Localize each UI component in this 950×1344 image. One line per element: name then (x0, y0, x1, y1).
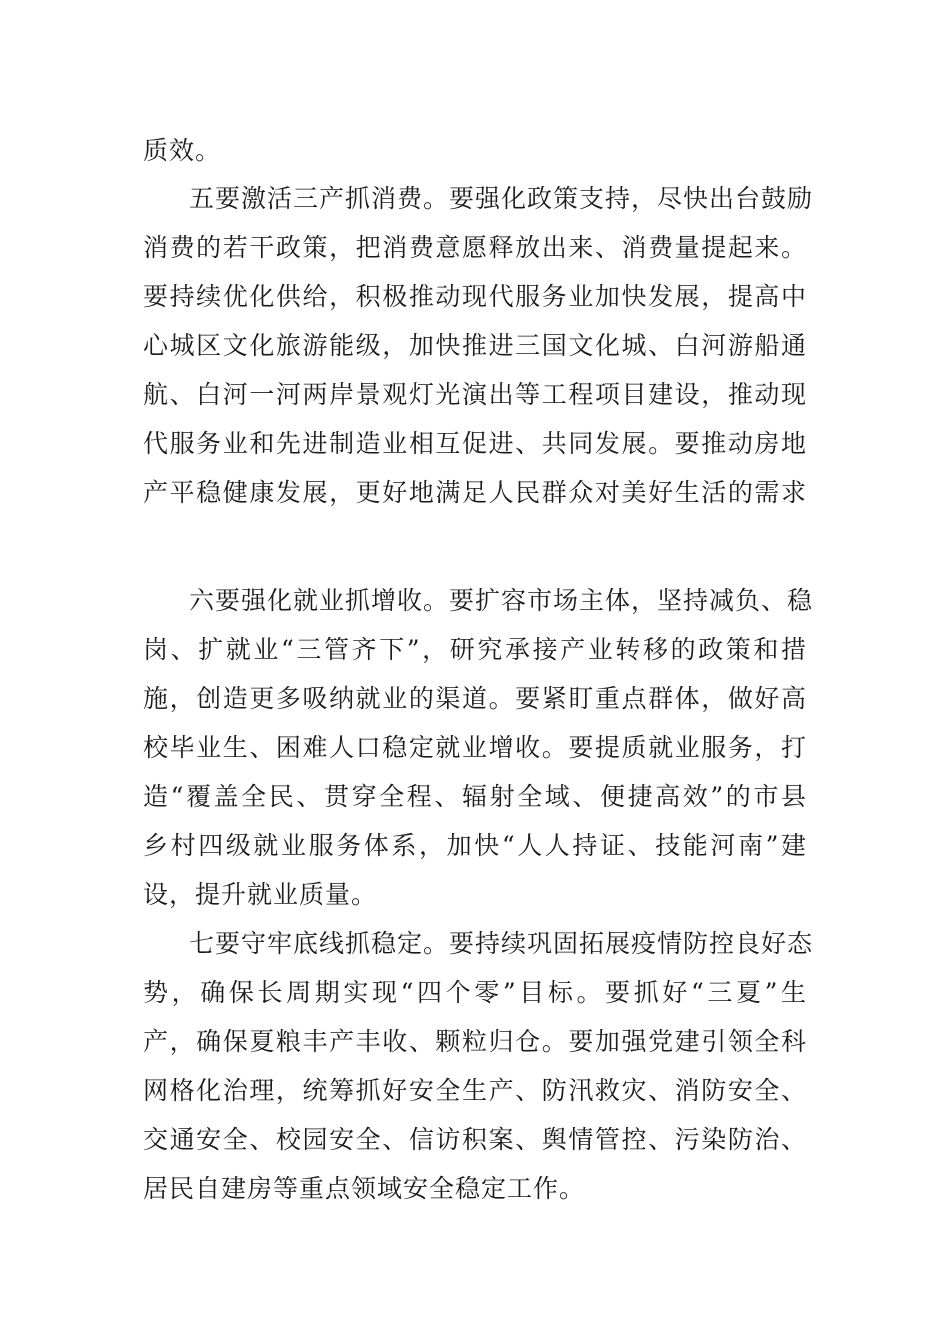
paragraph-3-line-0: 七要守牢底线抓稳定。要持续巩固拓展疫情防控良好态 (189, 929, 814, 958)
paragraph-1-line-0: 五要激活三产抓消费。要强化政策支持，尽快出台鼓励 (189, 184, 814, 213)
paragraph-2-line-2: 施，创造更多吸纳就业的渠道。要紧盯重点群体，做好高 (143, 684, 807, 713)
paragraph-3-line-3: 网格化治理，统筹抓好安全生产、防汛救灾、消防安全、 (143, 1076, 807, 1105)
paragraph-1-line-4: 航、白河一河两岸景观灯光演出等工程项目建设，推动现 (143, 380, 807, 409)
paragraph-3-line-4: 交通安全、校园安全、信访积案、舆情管控、污染防治、 (143, 1125, 807, 1154)
paragraph-1-line-3: 心城区文化旅游能级，加快推进三国文化城、白河游船通 (143, 331, 807, 360)
paragraph-2-line-0: 六要强化就业抓增收。要扩容市场主体，坚持减负、稳 (189, 586, 814, 615)
paragraph-2-line-5: 乡村四级就业服务体系，加快“人人持证、技能河南”建 (143, 831, 807, 860)
paragraph-1-line-1: 消费的若干政策，把消费意愿释放出来、消费量提起来。 (143, 233, 807, 262)
paragraph-0-line-0: 质效。 (143, 136, 222, 165)
paragraph-3-line-5: 居民自建房等重点领域安全稳定工作。 (143, 1174, 586, 1203)
paragraph-3-line-1: 势，确保长周期实现“四个零”目标。要抓好“三夏”生 (143, 978, 807, 1007)
paragraph-1-line-6: 产平稳健康发展，更好地满足人民群众对美好生活的需求 (143, 478, 807, 507)
paragraph-1-line-2: 要持续优化供给，积极推动现代服务业加快发展，提高中 (143, 282, 807, 311)
paragraph-1-line-5: 代服务业和先进制造业相互促进、共同发展。要推动房地 (143, 429, 807, 458)
paragraph-2-line-3: 校毕业生、困难人口稳定就业增收。要提质就业服务，打 (143, 733, 807, 762)
paragraph-2-line-4: 造“覆盖全民、贯穿全程、辐射全域、便捷高效”的市县 (143, 782, 807, 811)
paragraph-3-line-2: 产，确保夏粮丰产丰收、颗粒归仓。要加强党建引领全科 (143, 1027, 807, 1056)
paragraph-2-line-1: 岗、扩就业“三管齐下”，研究承接产业转移的政策和措 (143, 635, 807, 664)
paragraph-2-line-6: 设，提升就业质量。 (143, 880, 378, 909)
